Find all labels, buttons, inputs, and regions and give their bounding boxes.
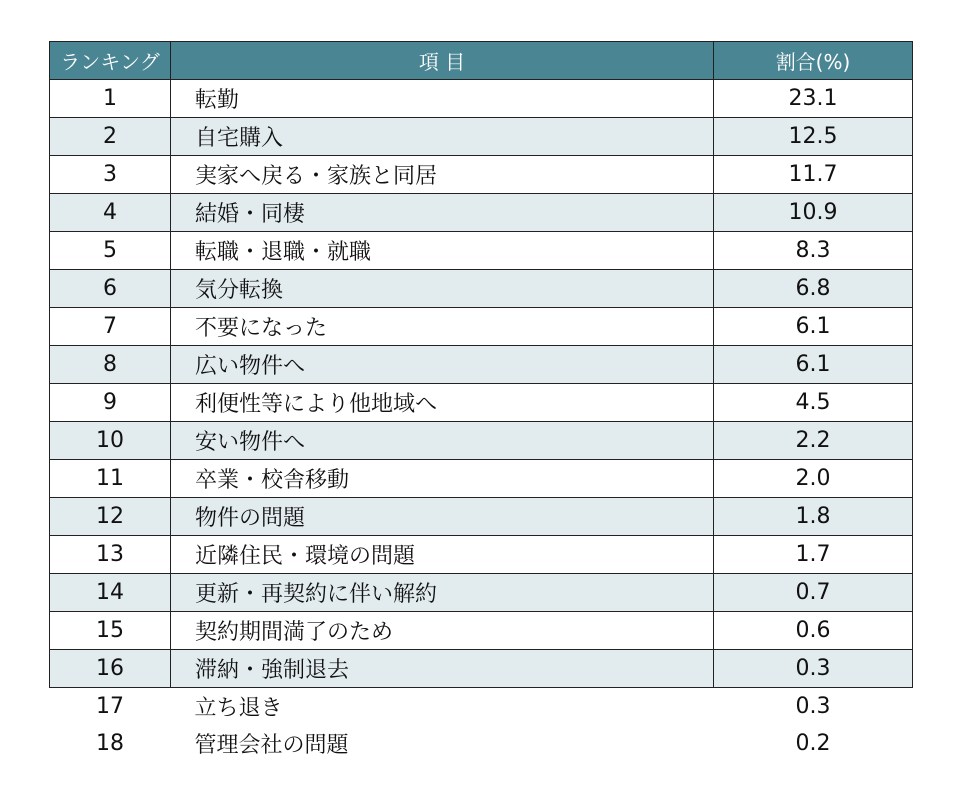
table-row xyxy=(50,194,913,232)
rank-cell: 5 xyxy=(50,232,171,270)
item-cell: 管理会社の問題 xyxy=(171,725,714,762)
item-cell: 実家へ戻る・家族と同居 xyxy=(171,156,714,194)
table-row xyxy=(50,80,913,118)
table-row xyxy=(50,498,913,536)
item-cell: 更新・再契約に伴い解約 xyxy=(171,574,714,612)
rank-cell: 3 xyxy=(50,156,171,194)
rank-cell: 16 xyxy=(50,650,171,688)
item-cell: 広い物件へ xyxy=(171,346,714,384)
header-row xyxy=(50,42,913,80)
rank-cell: 8 xyxy=(50,346,171,384)
table-row xyxy=(50,688,913,726)
ratio-cell: 0.3 xyxy=(714,650,913,688)
table-row xyxy=(50,422,913,460)
rank-cell: 15 xyxy=(50,612,171,650)
table-row xyxy=(50,232,913,270)
ratio-cell: 12.5 xyxy=(714,118,913,156)
ratio-cell: 0.2 xyxy=(714,725,913,762)
table-row xyxy=(50,574,913,612)
rank-cell: 13 xyxy=(50,536,171,574)
item-cell: 滞納・強制退去 xyxy=(171,650,714,688)
ratio-cell: 2.2 xyxy=(714,422,913,460)
ratio-cell: 0.3 xyxy=(714,688,913,726)
rank-cell: 6 xyxy=(50,270,171,308)
table-body xyxy=(50,80,913,763)
item-cell: 結婚・同棲 xyxy=(171,194,714,232)
ratio-cell: 6.8 xyxy=(714,270,913,308)
table-row xyxy=(50,346,913,384)
item-cell: 契約期間満了のため xyxy=(171,612,714,650)
item-cell: 転勤 xyxy=(171,80,714,118)
ratio-cell: 10.9 xyxy=(714,194,913,232)
rank-cell: 14 xyxy=(50,574,171,612)
item-cell: 利便性等により他地域へ xyxy=(171,384,714,422)
ratio-cell: 1.8 xyxy=(714,498,913,536)
item-cell: 気分転換 xyxy=(171,270,714,308)
rank-cell: 9 xyxy=(50,384,171,422)
rank-cell: 17 xyxy=(50,688,171,726)
rank-cell: 1 xyxy=(50,80,171,118)
table-row xyxy=(50,270,913,308)
table-row xyxy=(50,650,913,688)
ranking-table xyxy=(49,41,913,762)
item-cell: 近隣住民・環境の問題 xyxy=(171,536,714,574)
table-row xyxy=(50,460,913,498)
table-row xyxy=(50,612,913,650)
ratio-cell: 6.1 xyxy=(714,308,913,346)
header-item: 項 目 xyxy=(171,42,714,80)
item-cell: 物件の問題 xyxy=(171,498,714,536)
item-cell: 安い物件へ xyxy=(171,422,714,460)
ratio-cell: 2.0 xyxy=(714,460,913,498)
item-cell: 卒業・校舎移動 xyxy=(171,460,714,498)
table-row xyxy=(50,384,913,422)
rank-cell: 12 xyxy=(50,498,171,536)
header-rank: ランキング xyxy=(50,42,171,80)
item-cell: 転職・退職・就職 xyxy=(171,232,714,270)
rank-cell: 18 xyxy=(50,725,171,762)
rank-cell: 10 xyxy=(50,422,171,460)
header-ratio: 割合(%) xyxy=(714,42,913,80)
item-cell: 立ち退き xyxy=(171,688,714,726)
ratio-cell: 11.7 xyxy=(714,156,913,194)
item-cell: 不要になった xyxy=(171,308,714,346)
item-cell: 自宅購入 xyxy=(171,118,714,156)
ratio-cell: 23.1 xyxy=(714,80,913,118)
table-row xyxy=(50,536,913,574)
ratio-cell: 0.6 xyxy=(714,612,913,650)
table-row xyxy=(50,118,913,156)
ratio-cell: 8.3 xyxy=(714,232,913,270)
rank-cell: 4 xyxy=(50,194,171,232)
rank-cell: 2 xyxy=(50,118,171,156)
table-row xyxy=(50,156,913,194)
ratio-cell: 4.5 xyxy=(714,384,913,422)
table-row xyxy=(50,725,913,762)
rank-cell: 11 xyxy=(50,460,171,498)
ratio-cell: 0.7 xyxy=(714,574,913,612)
ratio-cell: 1.7 xyxy=(714,536,913,574)
ratio-cell: 6.1 xyxy=(714,346,913,384)
rank-cell: 7 xyxy=(50,308,171,346)
table-row xyxy=(50,308,913,346)
